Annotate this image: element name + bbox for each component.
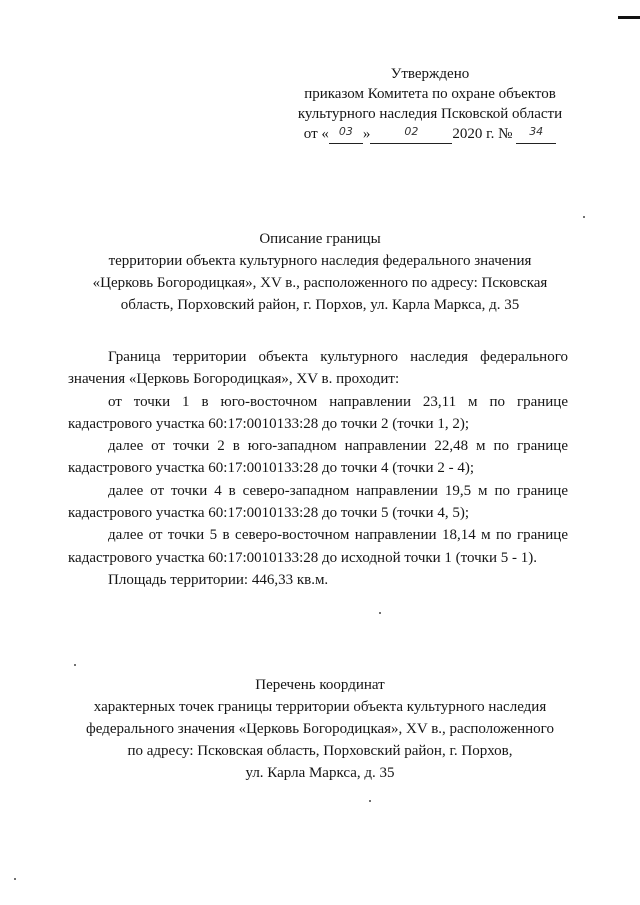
scan-speck [14,878,16,880]
date-prefix: от « [303,126,329,142]
coordinates-list-title-block [60,674,580,784]
approval-date-line [270,124,590,144]
boundary-segment-paragraph: далее от точки 4 в северо-западном направлении 19,5 м по границе кадастрового участка 60:17:0010133:28 до точки 5 (точки 4, 5); [68,482,568,522]
description-subtitle-line: «Церковь Богородицкая», XV в., расположенного по адресу: Псковская [92,275,548,291]
boundary-intro-paragraph: Граница территории объекта культурного наследия федерального значения «Церковь Богородицкая», XV в. проходит: [68,349,568,388]
boundary-segment-paragraph: далее от точки 2 в юго-западном направлении 22,48 м по границе кадастрового участка 60:17:0010133:28 до точки 4 (точки 2 - 4); [68,438,568,477]
coordinates-list-subtitle-line: характерных точек границы территории объекта культурного наследия [93,699,547,715]
handwritten-number: 34 [529,125,544,138]
description-title: Описание границы [259,231,381,247]
scan-speck [379,612,381,614]
scan-speck [583,216,585,218]
approval-committee-line: культурного наследия Псковской области [297,106,563,122]
number-field [516,127,556,144]
boundary-segment-paragraph: от точки 1 в юго-восточном направлении 23,11 м по границе кадастрового участка 60:17:0010133:28 до точки 2 (точки 1, 2); [68,393,568,432]
description-subtitle-line: территории объекта культурного наследия федерального значения [108,253,532,269]
approval-order-line: приказом Комитета по охране объектов [304,86,556,102]
scan-speck [369,800,371,802]
coordinates-list-title: Перечень координат [255,677,385,693]
handwritten-month: 02 [404,125,419,138]
date-year-number: 2020 г. № [452,126,513,142]
corner-scan-mark [618,16,640,19]
scan-speck [74,664,76,666]
coordinates-list-subtitle-line: по адресу: Псковская область, Порховский район, г. Порхов, [127,743,513,759]
description-title-block [70,228,570,316]
approval-heading: Утверждено [390,66,470,82]
coordinates-list-subtitle-line: ул. Карла Маркса, д. 35 [245,765,395,781]
handwritten-day: 03 [338,125,353,138]
approval-stamp-block [270,64,590,144]
territory-area-paragraph: Площадь территории: 446,33 кв.м. [108,571,329,588]
description-subtitle-line: область, Порховский район, г. Порхов, ул. Карла Маркса, д. 35 [120,297,520,313]
coordinates-list-subtitle-line: федерального значения «Церковь Богородицкая», XV в., расположенного [86,721,554,737]
month-field [370,127,452,144]
boundary-segment-paragraph: далее от точки 5 в северо-восточном направлении 18,14 м по границе кадастрового участка 60:17:0010133:28 до исходной точки 1 (точки 5 - 1). [68,527,568,566]
day-field [329,127,363,144]
boundary-description-body [68,346,568,591]
date-quote-close: » [362,126,371,142]
